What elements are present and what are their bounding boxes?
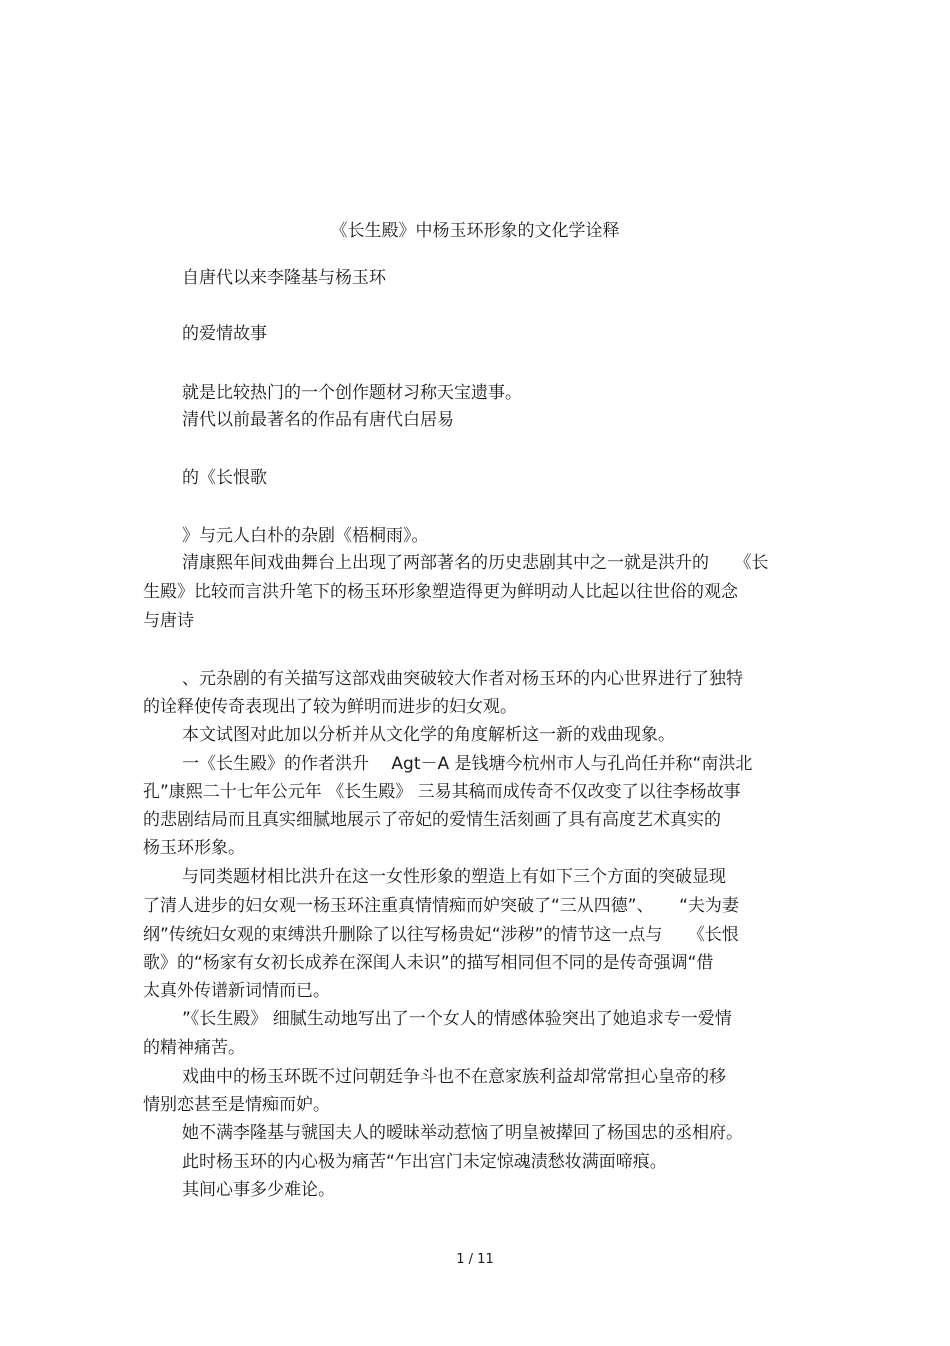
paragraph-line: 与唐诗 [143,611,194,631]
page-number: 1 / 11 [456,1252,494,1267]
paragraph-line: 孔”康熙二十七年公元年 《长生殿》 三易其稿而成传奇不仅改变了以往李杨故事 [143,782,741,802]
paragraph-line: 与同类题材相比洪升在这一女性形象的塑造上有如下三个方面的突破显现 [182,867,726,887]
paragraph-line: 本文试图对此加以分析并从文化学的角度解析这一新的戏曲现象。 [182,725,675,745]
paragraph-line: 的诠释使传奇表现出了较为鲜明而进步的妇女观。 [143,697,517,717]
paragraph-line: 的悲剧结局而且真实细腻地展示了帝妃的爱情生活刻画了具有高度艺术真实的 [143,810,721,830]
paragraph-line: 自唐代以来李隆基与杨玉环 [182,268,386,288]
paragraph-line: 清康熙年间戏曲舞台上出现了两部著名的历史悲剧其中之一就是洪升的 《长 [182,553,769,573]
paragraph-line: 》与元人白朴的杂剧《梧桐雨》。 [182,526,429,546]
paragraph-line: 她不满李隆基与虢国夫人的暧昧举动惹恼了明皇被撵回了杨国忠的丞相府。 [182,1123,743,1143]
paragraph-line: 的爱情故事 [182,324,267,344]
document-title: 《长生殿》中杨玉环形象的文化学诠释 [330,221,620,241]
paragraph-line: 歌》的“杨家有女初长成养在深闺人未识”的描写相同但不同的是传奇强调“借 [143,953,714,973]
paragraph-line: 清代以前最著名的作品有唐代白居易 [182,410,454,430]
paragraph-line: 情别恋甚至是情痴而妒。 [143,1095,330,1115]
paragraph-line: 的《长恨歌 [182,468,267,488]
paragraph-line: 其间心事多少难论。 [182,1180,335,1200]
paragraph-line: 就是比较热门的一个创作题材习称天宝遗事。 [182,383,522,403]
paragraph-line: 此时杨玉环的内心极为痛苦“乍出宫门未定惊魂渍愁妆满面啼痕。 [182,1152,667,1172]
paragraph-line: 的精神痛苦。 [143,1038,245,1058]
paragraph-line: 杨玉环形象。 [143,838,245,858]
paragraph-line: ”《长生殿》 细腻生动地写出了一个女人的情感体验突出了她追求专一爱情 [182,1009,732,1029]
paragraph-line: 生殿》比较而言洪升笔下的杨玉环形象塑造得更为鲜明动人比起以往世俗的观念 [143,582,738,602]
paragraph-line: 戏曲中的杨玉环既不过问朝廷争斗也不在意家族利益却常常担心皇帝的移 [182,1067,726,1087]
paragraph-line: 一《长生殿》的作者洪升 Agt－A 是钱塘今杭州市人与孔尚任并称“南洪北 [182,754,753,774]
paragraph-line: 、元杂剧的有关描写这部戏曲突破较大作者对杨玉环的内心世界进行了独特 [182,669,743,689]
paragraph-line: 纲”传统妇女观的束缚洪升删除了以往写杨贵妃“涉秽”的情节这一点与 《长恨 [143,925,739,945]
paragraph-line: 太真外传谱新词情而已。 [143,981,330,1001]
paragraph-line: 了清人进步的妇女观一杨玉环注重真情情痴而妒突破了“三从四德”、 “夫为妻 [143,896,739,916]
